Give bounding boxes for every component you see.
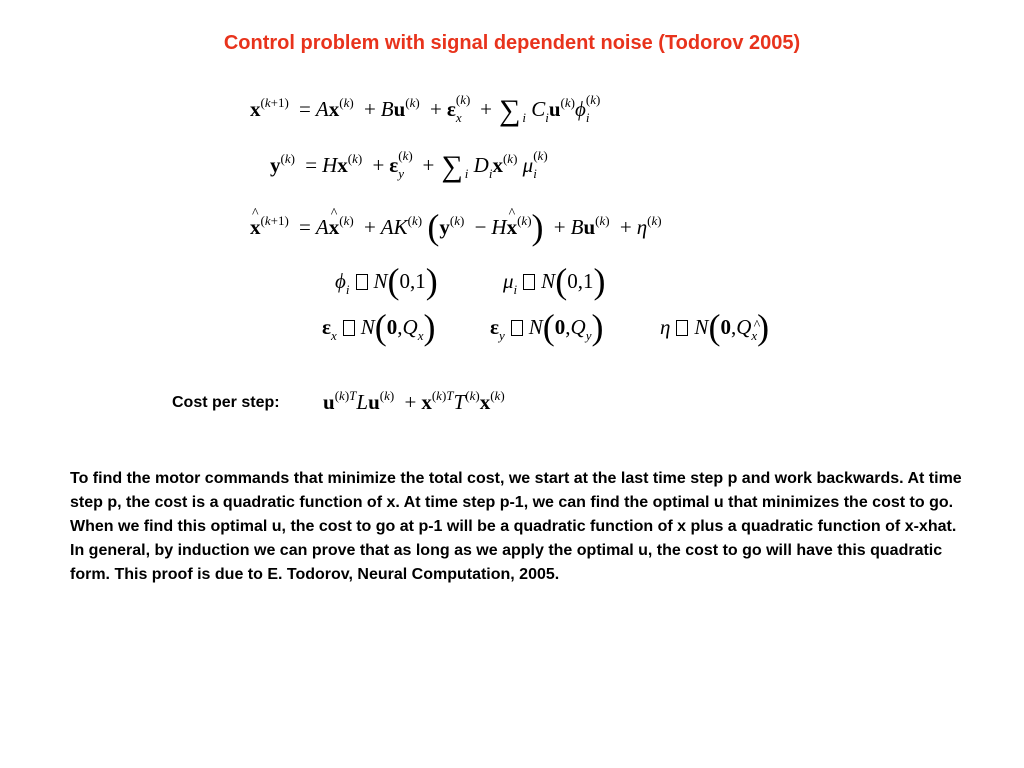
phi-distribution: $\phi_i$ N(0,1) bbox=[335, 261, 438, 301]
explanation-paragraph: To find the motor commands that minimize the total cost, we start at the last time step p and work backwards. At time step p, the cost is a quadratic function of x. At time step p-1, we can find the optimal u that minimizes the cost to go. When we find this optimal u, the cost to go at p-1 will be a quadratic function of x plus a quadratic function of x-xhat. In general, by induction we can prove that as long as we apply the optimal u, the cost to go will have this quadratic form. This proof is due to E. Todorov, Neural Computation, 2005. bbox=[70, 470, 962, 583]
mu-distribution: $\mu_i$ N(0,1) bbox=[503, 261, 606, 301]
eps-x-distribution: $\varepsilon_x$ $N(0,Q_x)$ bbox=[322, 307, 436, 347]
cost-label: Cost per step: bbox=[172, 394, 280, 411]
state-equation: $x^{(k+1)} = Ax^{(k)} + Bu^{(k)} + \varepsilon$ (k) x + ∑ $_i$ $C_iu^{(k)}\phi$ (k) i bbox=[250, 92, 601, 127]
cost-equation: $u^{(k)T}Lu^{(k)} + x^{(k)T}T^{(k)}x^{(k)}$ bbox=[323, 388, 505, 414]
estimate-equation: ^ $x^{(k+1)}$ = A^ $x^{(k)} + AK^{(k)}$ ($y^{(k)}$ − H^ $x^{(k)}) + Bu^{(k)} + \eta^{(k)}$ bbox=[250, 204, 662, 240]
slide-title: Control problem with signal dependent noise (Todorov 2005) bbox=[223, 32, 801, 54]
observation-equation: $y^{(k)} = Hx^{(k)} + \varepsilon$ (k) y + ∑ $_i$ $D_ix^{(k)}$ μ (k) i bbox=[270, 148, 548, 183]
eta-distribution: η N(0,Q^ $_x$) bbox=[660, 304, 769, 340]
eps-y-distribution: $\varepsilon_y$ $N(0,Q_y)$ bbox=[490, 307, 604, 347]
